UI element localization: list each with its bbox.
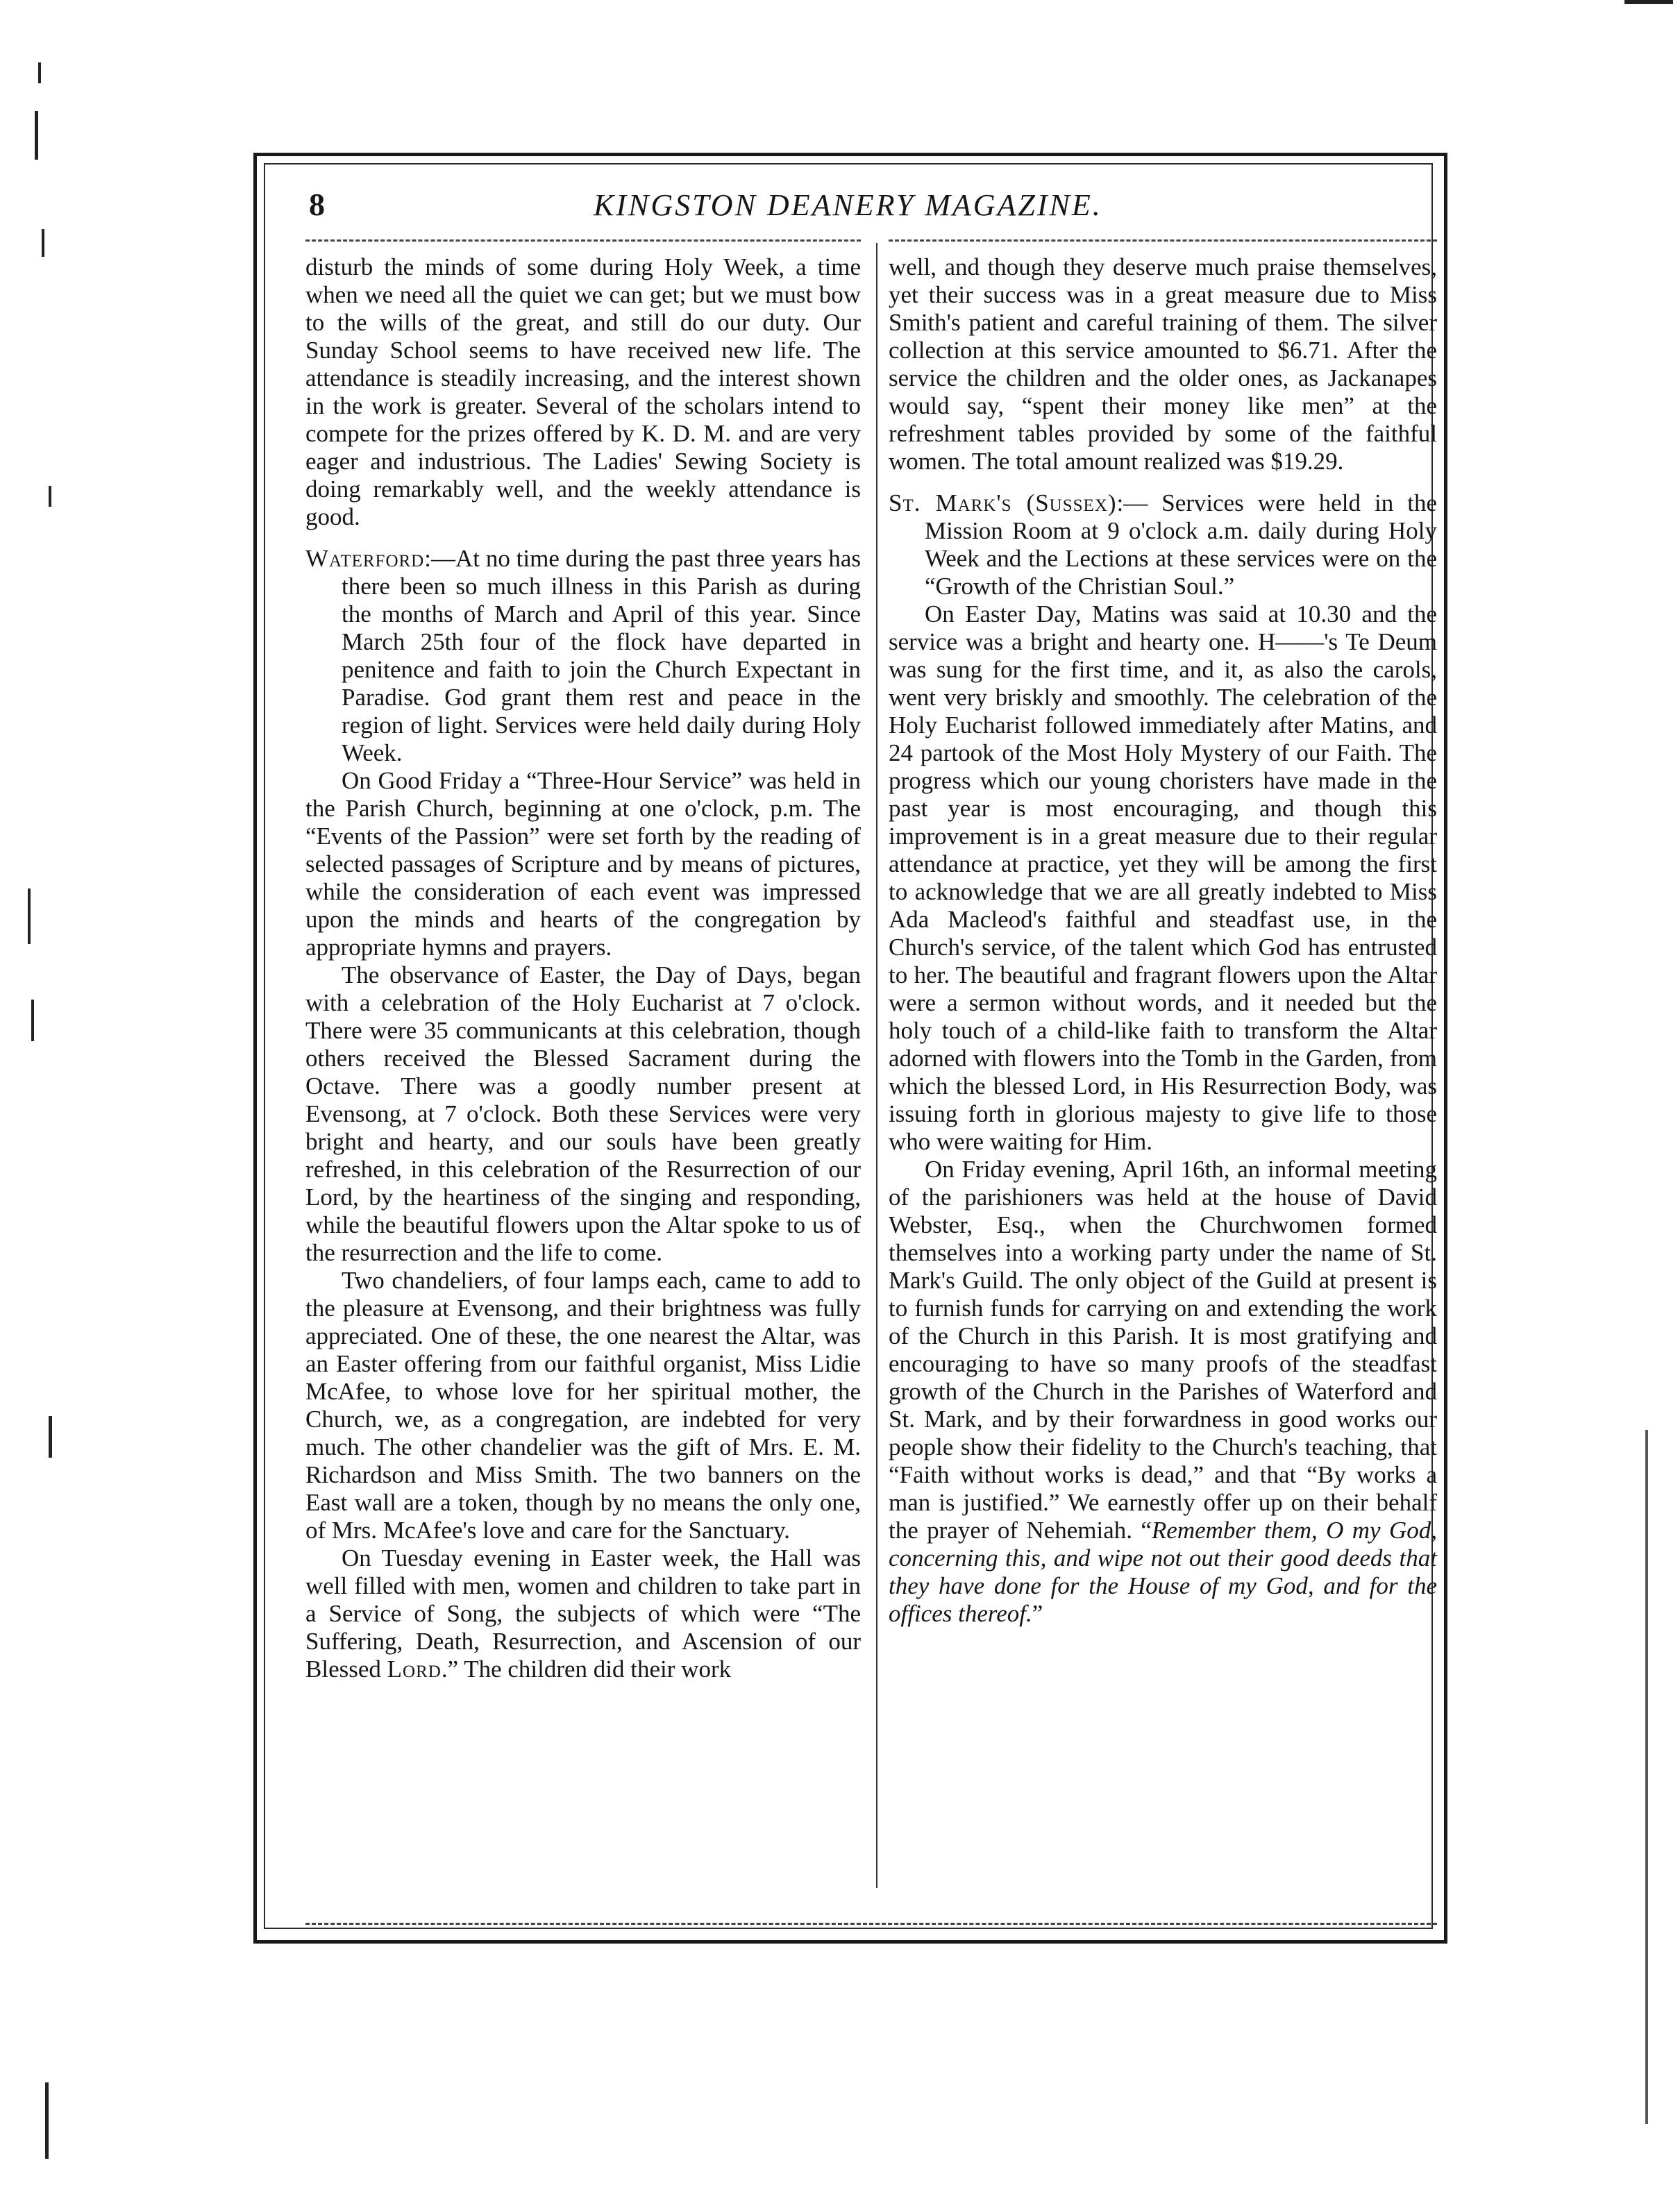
st-mark-section	[889, 489, 1437, 600]
chandeliers-paragraph: Two chandeliers, of four lamps each, came to add to the pleasure at Evensong, and their brightness was fully appreciated. One of these, the one nearest the Altar, was an Easter offering from our faithful organist, Miss Lidie McAfee, to whose love for her spiritual mother, the Church, we, as a congregation, are indebted for very much. The other chandelier was the gift of Mrs. E. M. Richardson and Miss Smith. The two banners on the East wall are a token, though by no means the only one, of Mrs. McAfee's love and care for the Sanctuary.	[305, 1267, 861, 1544]
service-of-song-paragraph: On Tuesday evening in Easter week, the Hall was well filled with men, women and children to take part in a Service of Song, the subjects of which were “The Suffering, Death, Resurrection, and Ascension of our Blessed Lord.” The children did their work	[305, 1544, 861, 1683]
waterford-text: :—At no time during the past three years has there been so much illness in this Parish as during the months of March and April of this year. Since March 25th four of the flock have departed in penitence and faith to join the Church Expectant in Paradise. God grant them rest and peace in the region of light. Services were held daily during Holy Week.	[342, 545, 861, 766]
scan-speck	[1624, 0, 1673, 4]
lord-smallcaps: Lord	[387, 1656, 442, 1683]
st-mark-heading: St. Mark's (Sussex)	[889, 489, 1117, 516]
page-number: 8	[309, 187, 325, 222]
waterford-heading: Waterford	[305, 545, 425, 572]
scan-speck	[42, 229, 44, 257]
scan-speck	[49, 1416, 52, 1458]
scan-speck	[31, 1000, 34, 1041]
header-rule-left	[305, 239, 861, 242]
bottom-rule	[305, 1923, 1437, 1925]
st-mark-text: :— Services were held in the Mission Room at 9 o'clock a.m. daily during Holy Week and the Lections at these services were on the “Growth of the Christian Soul.”	[925, 489, 1437, 600]
left-column	[305, 253, 861, 1683]
easter-day-paragraph: On Easter Day, Matins was said at 10.30 and the service was a bright and hearty one. H——'s Te Deum was sung for the first time, and it, as also the carols, went very briskly and smoothly. The celebration of the Holy Eucharist followed immediately after Matins, and 24 partook of the Most Holy Mystery of our Faith. The progress which our young choristers have made in the past year is most encouraging, and though this improvement is in a great measure due to their regular attendance at practice, yet they will be among the first to acknowledge that we are all greatly indebted to Miss Ada Macleod's faithful and steadfast use, in the Church's service, of the talent which God has entrusted to her. The beautiful and fragrant flowers upon the Altar were a sermon without words, and it needed but the holy touch of a child-like faith to transform the Altar adorned with flowers into the Tomb in the Garden, from which the blessed Lord, in His Resurrection Body, was issuing forth in glorious majesty to give life to those who were waiting for Him.	[889, 600, 1437, 1155]
collection-paragraph: well, and though they deserve much praise themselves, yet their success was in a great measure due to Miss Smith's patient and careful training of them. The silver collection at this service amounted to $6.71. After the service the children and the older ones, as Jackanapes would say, “spent their money like men” at the refreshment tables provided by some of the faithful women. The total amount realized was $19.29.	[889, 253, 1437, 475]
waterford-section	[305, 545, 861, 767]
right-column	[889, 253, 1437, 1628]
scan-speck	[28, 888, 31, 944]
scan-speck	[49, 486, 51, 507]
magazine-masthead: KINGSTON DEANERY MAGAZINE.	[594, 188, 1102, 222]
guild-paragraph: On Friday evening, April 16th, an informal meeting of the parishioners was held at the house of David Webster, Esq., when the Churchwomen formed themselves into a working party under the name of St. Mark's Guild. The only object of the Guild at present is to furnish funds for carrying on and extending the work of the Church in this Parish. It is most gratifying and encouraging to have so many proofs of the steadfast growth of the Church in the Parishes of Waterford and St. Mark, and by their forwardness in good works our people show their fidelity to the Church's teaching, that “Faith without works is dead,” and that “By works a man is justified.” We earnestly offer up on their behalf the prayer of Nehemiah. “Remember them, O my God, concerning this, and wipe not out their good deeds that they have done for the House of my God, and for the offices thereof.”	[889, 1156, 1437, 1627]
header-rule-right	[889, 239, 1437, 242]
paragraph-continued: disturb the minds of some during Holy Week, a time when we need all the quiet we can get; but we must bow to the wills of the great, and still do our duty. Our Sunday School seems to have received new life. The attendance is steadily increasing, and the interest shown in the work is greater. Several of the scholars intend to compete for the prizes offered by K. D. M. and are very eager and industrious. The Ladies' Sewing Society is doing remarkably well, and the weekly attendance is good.	[305, 253, 861, 530]
good-friday-paragraph: On Good Friday a “Three-Hour Service” was held in the Parish Church, beginning at one o'clock, p.m. The “Events of the Passion” were set forth by the reading of selected passages of Scripture and by means of pictures, while the consideration of each event was impressed upon the minds and hearts of the congregation by appropriate hymns and prayers.	[305, 767, 861, 961]
scan-speck	[38, 62, 41, 83]
scan-speck	[45, 2082, 49, 2159]
nehemiah-quote: Remember them, O my God, concerning this, and wipe not out their good deeds that they have done for the House of my God, and for the offices thereof.	[889, 1517, 1437, 1627]
scan-speck	[1645, 1430, 1648, 2124]
easter-paragraph: The observance of Easter, the Day of Days, began with a celebration of the Holy Eucharist at 7 o'clock. There were 35 communicants at this celebration, though others received the Blessed Sacrament during the Octave. There was a goodly number present at Evensong, at 7 o'clock. Both these Services were very bright and hearty, and our souls have been greatly refreshed, in this celebration of the Resurrection of our Lord, by the heartiness of the singing and responding, while the beautiful flowers upon the Altar spoke to us of the resurrection and the life to come.	[305, 961, 861, 1266]
column-divider	[876, 243, 877, 1888]
scan-speck	[35, 111, 38, 160]
